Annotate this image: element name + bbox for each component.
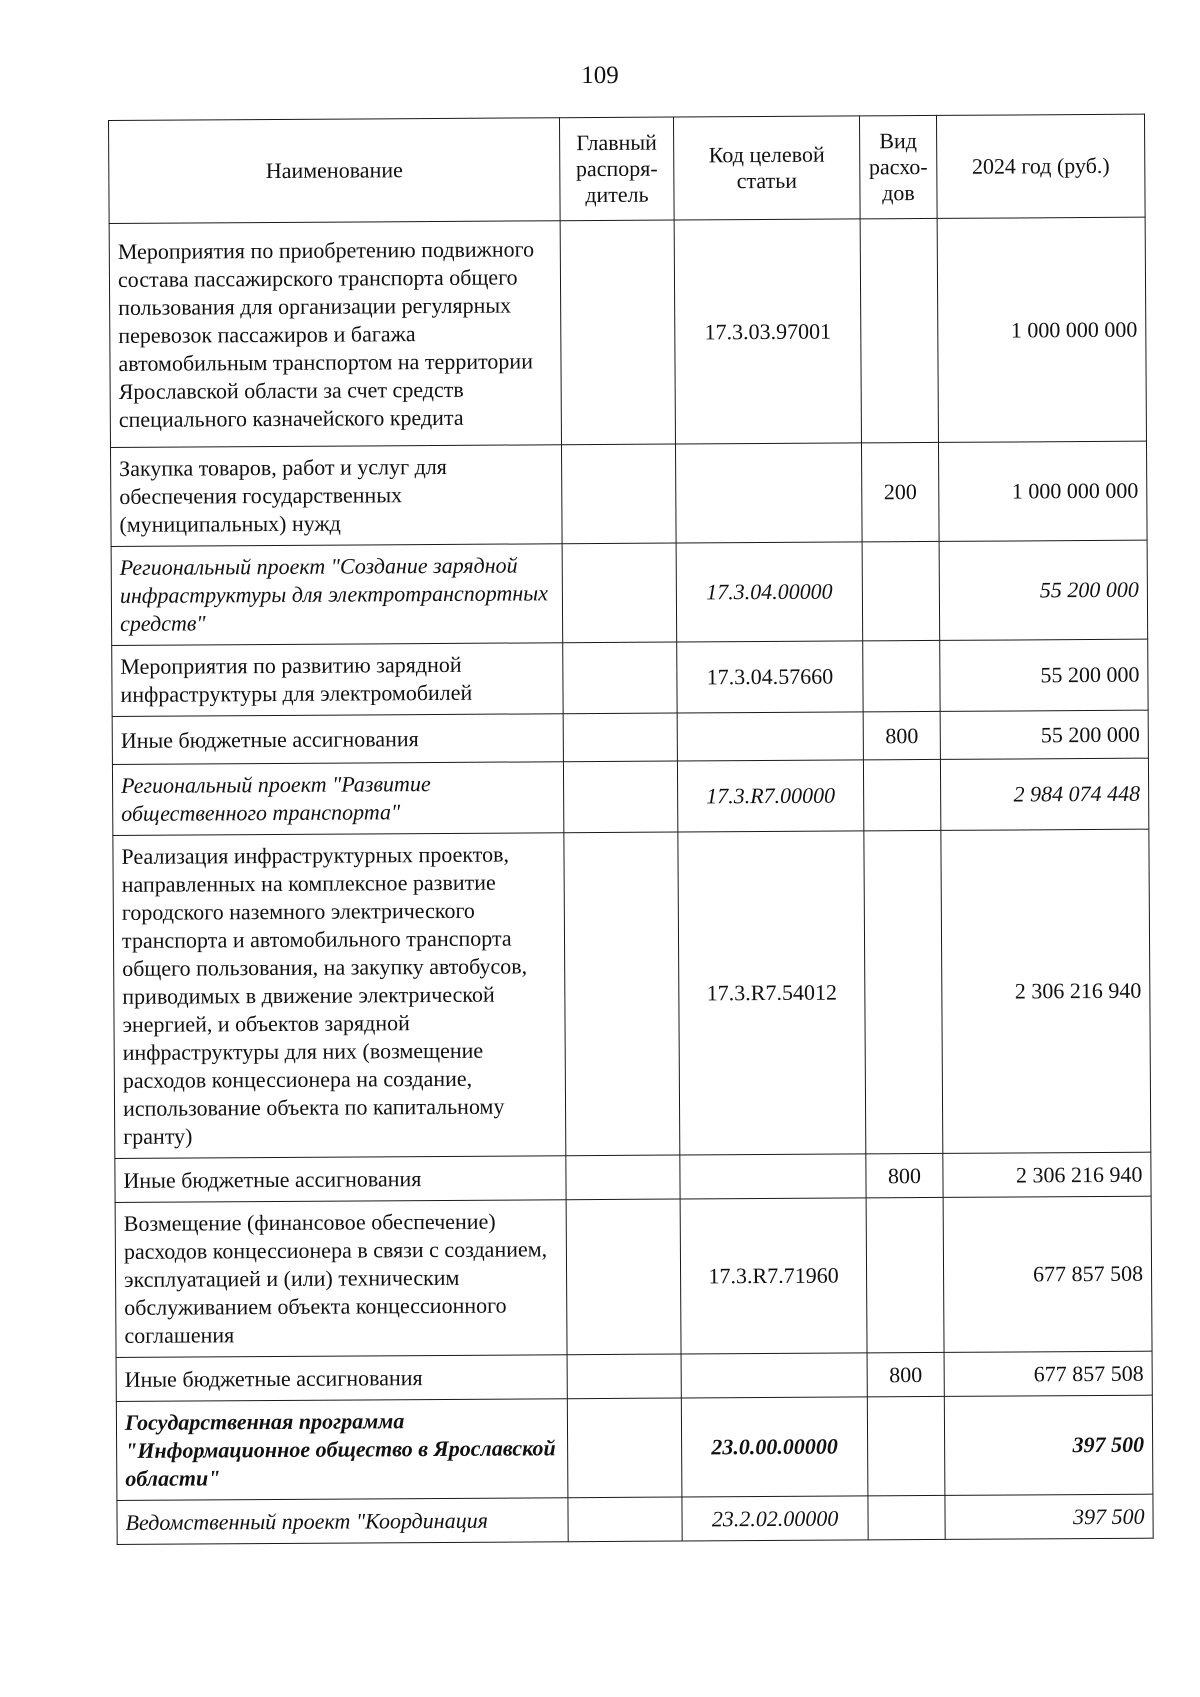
cell-amount: 1 000 000 000 bbox=[938, 441, 1147, 541]
table-row bbox=[116, 1395, 1153, 1500]
cell-code: 17.3.04.00000 bbox=[676, 542, 863, 642]
header-name: Наименование bbox=[109, 118, 561, 224]
cell-manager bbox=[567, 1398, 682, 1498]
cell-amount: 677 857 508 bbox=[944, 1351, 1152, 1396]
cell-code: 17.3.R7.54012 bbox=[678, 831, 866, 1155]
cell-manager bbox=[561, 444, 676, 544]
table-header-row bbox=[109, 114, 1146, 223]
cell-name: Государственная программа "Информационное общество в Ярославской области" bbox=[116, 1399, 568, 1501]
cell-amount: 2 306 216 940 bbox=[941, 829, 1151, 1153]
cell-name: Реализация инфраструктурных проектов, направленных на комплексное развитие городского наземного электрического транспорта и автомобильного транспорта общего пользования, на закупку автобусов, приводимых в движение электрической энергией, и объектов зарядной инфраструктуры для них (возмещение расходов концессионера на создание, использование объекта по капитальному гранту) bbox=[113, 833, 566, 1159]
cell-code: 17.3.03.97001 bbox=[674, 219, 861, 444]
table-row bbox=[112, 710, 1148, 764]
cell-type: 200 bbox=[861, 442, 939, 541]
cell-type bbox=[860, 218, 938, 442]
header-type: Вид расхо-дов bbox=[859, 115, 937, 218]
cell-type bbox=[867, 1396, 945, 1495]
cell-amount: 55 200 000 bbox=[940, 639, 1148, 711]
table-row bbox=[116, 1351, 1152, 1401]
cell-manager bbox=[563, 713, 677, 762]
cell-code: 17.3.R7.00000 bbox=[677, 760, 863, 832]
cell-name: Иные бюджетные ассигнования bbox=[115, 1156, 566, 1203]
cell-code: 17.3.04.57660 bbox=[677, 641, 863, 713]
cell-amount: 397 500 bbox=[945, 1494, 1153, 1539]
table-row bbox=[111, 441, 1148, 546]
cell-type bbox=[863, 640, 940, 711]
cell-code bbox=[680, 1154, 866, 1199]
cell-amount: 2 984 074 448 bbox=[940, 758, 1148, 830]
cell-manager bbox=[566, 1155, 680, 1200]
cell-code bbox=[677, 712, 863, 761]
cell-name: Возмещение (финансовое обеспечение) расходов концессионера в связи с созданием, эксплуатацией и (или) техническим обслуживанием объекта концессионного соглашения bbox=[115, 1200, 567, 1358]
cell-type: 800 bbox=[866, 1153, 943, 1197]
cell-amount: 1 000 000 000 bbox=[937, 217, 1146, 442]
cell-name: Мероприятия по развитию зарядной инфраструктуры для электромобилей bbox=[112, 643, 563, 717]
cell-name: Ведомственный проект "Координация bbox=[117, 1498, 568, 1545]
cell-manager bbox=[563, 761, 677, 833]
cell-type bbox=[868, 1495, 945, 1539]
cell-amount: 55 200 000 bbox=[940, 710, 1148, 759]
cell-type bbox=[862, 541, 940, 640]
cell-amount: 397 500 bbox=[944, 1395, 1153, 1495]
cell-code: 17.3.R7.71960 bbox=[680, 1198, 867, 1354]
cell-name: Региональный проект "Развитие общественного транспорта" bbox=[112, 762, 563, 836]
cell-name: Иные бюджетные ассигнования bbox=[116, 1355, 567, 1402]
table-row bbox=[113, 829, 1151, 1158]
cell-type bbox=[866, 1197, 944, 1352]
cell-amount: 2 306 216 940 bbox=[943, 1152, 1151, 1197]
cell-amount: 55 200 000 bbox=[939, 540, 1148, 640]
cell-manager bbox=[566, 1199, 681, 1355]
header-code: Код целевой статьи bbox=[673, 116, 860, 220]
header-amount: 2024 год (руб.) bbox=[936, 114, 1145, 218]
cell-manager bbox=[568, 1497, 682, 1542]
cell-type bbox=[864, 830, 943, 1153]
cell-manager bbox=[567, 1354, 681, 1399]
table-row bbox=[109, 217, 1146, 447]
cell-type: 800 bbox=[863, 711, 940, 759]
cell-code bbox=[675, 443, 862, 543]
cell-code: 23.0.00.00000 bbox=[681, 1397, 868, 1497]
cell-type bbox=[863, 759, 940, 830]
cell-amount: 677 857 508 bbox=[943, 1196, 1152, 1352]
header-manager: Главный распоря-дитель bbox=[559, 117, 674, 221]
cell-manager bbox=[563, 642, 677, 714]
cell-type: 800 bbox=[867, 1352, 944, 1396]
page-number: 109 bbox=[581, 62, 619, 89]
cell-code: 23.2.02.00000 bbox=[682, 1496, 868, 1541]
budget-table bbox=[108, 114, 1154, 1545]
cell-name: Закупка товаров, работ и услуг для обеспечения государственных (муниципальных) нужд bbox=[111, 445, 563, 547]
cell-name: Мероприятия по приобретению подвижного состава пассажирского транспорта общего пользования для организации регулярных перевозок пассажиров и багажа автомобильным транспортом на территории Ярославской области за счет средств специального казначейского кредита bbox=[109, 221, 561, 448]
table-row bbox=[112, 639, 1148, 716]
cell-name: Иные бюджетные ассигнования bbox=[112, 714, 563, 765]
cell-code bbox=[681, 1353, 867, 1398]
cell-name: Региональный проект "Создание зарядной инфраструктуры для электротранспортных средств" bbox=[111, 544, 563, 646]
table-row bbox=[111, 540, 1148, 645]
cell-manager bbox=[564, 832, 680, 1156]
table-row bbox=[117, 1494, 1153, 1544]
cell-manager bbox=[562, 543, 677, 643]
cell-manager bbox=[560, 220, 675, 445]
table-row bbox=[112, 758, 1148, 835]
table-row bbox=[115, 1196, 1152, 1357]
table-row bbox=[115, 1152, 1151, 1202]
